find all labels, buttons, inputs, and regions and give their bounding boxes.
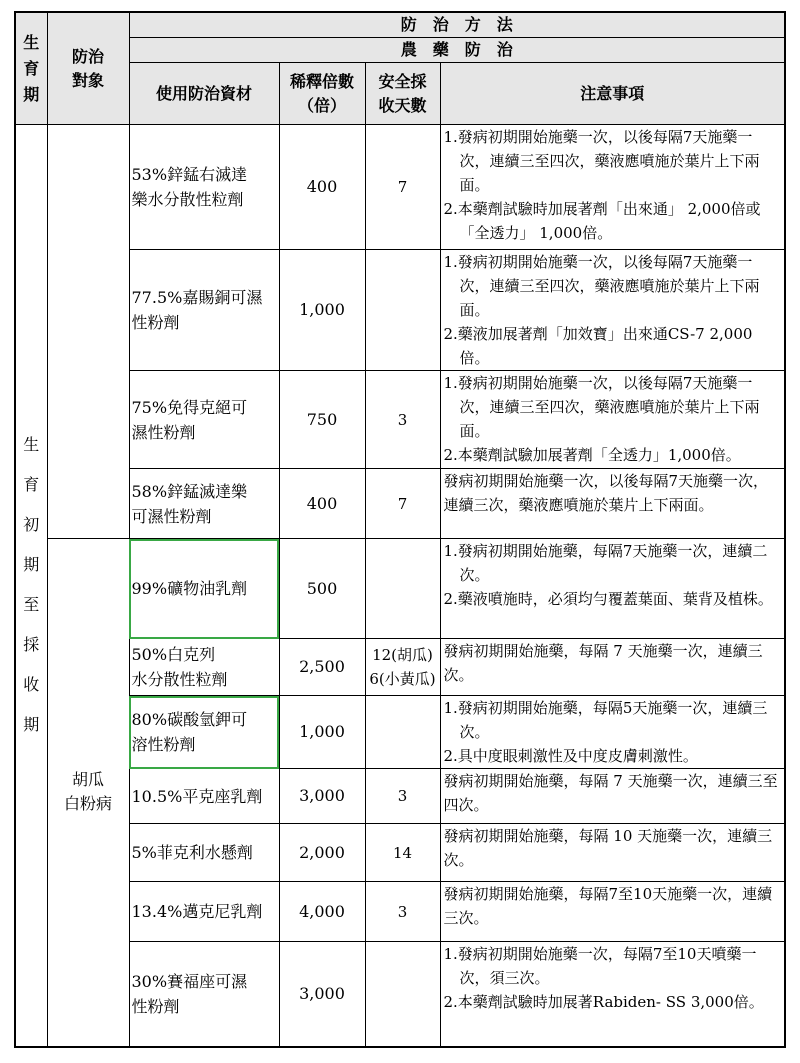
table-row xyxy=(15,639,785,696)
table-row xyxy=(15,882,785,942)
note-item: 發病初期開始施藥，每隔7至10天施藥一次，連續三次。 xyxy=(443,885,773,927)
note-item: 1.發病初期開始施藥一次，每隔7至10天噴藥一次，須三次。 xyxy=(443,945,757,987)
safe-days-cell xyxy=(365,942,440,1047)
note-item: 發病初期開始施藥，每隔 7 天施藥一次，連續三至四次。 xyxy=(443,772,778,814)
note-item: 1.發病初期開始施藥一次，以後每隔7天施藥一次，連續三至四次，藥液應噴施於葉片上下兩面。 xyxy=(443,253,760,319)
material-cell: 58%鋅錳滅達樂 可濕性粉劑 xyxy=(129,469,279,539)
table-row xyxy=(15,371,785,469)
note-item: 1.發病初期開始施藥一次，以後每隔7天施藥一次，連續三至四次，藥液應噴施於葉片上下兩面。 xyxy=(443,374,760,440)
dilution-cell: 4,000 xyxy=(279,882,365,942)
header-target: 防治 對象 xyxy=(47,12,129,125)
safe-days-cell: 3 xyxy=(365,769,440,824)
pesticide-table xyxy=(14,11,786,1048)
material-cell: 80%碳酸氫鉀可 溶性粉劑 xyxy=(129,696,279,769)
table-row xyxy=(15,696,785,769)
notes-cell xyxy=(440,250,785,371)
material-cell: 30%賽福座可濕 性粉劑 xyxy=(129,942,279,1047)
header-material: 使用防治資材 xyxy=(129,63,279,125)
note-item: 發病初期開始施藥一次，以後每隔7天施藥一次，連續三次，藥液應噴施於葉片上下兩面。 xyxy=(443,472,769,514)
table-row xyxy=(15,539,785,639)
safe-days-cell: 3 xyxy=(365,882,440,942)
safe-days-cell: 12(胡瓜) 6(小黃瓜) xyxy=(365,639,440,696)
dilution-cell: 750 xyxy=(279,371,365,469)
material-cell: 77.5%嘉賜銅可濕 性粉劑 xyxy=(129,250,279,371)
note-item: 發病初期開始施藥，每隔 7 天施藥一次，連續三次。 xyxy=(443,642,763,684)
disease-cell: 胡瓜 白粉病 xyxy=(47,539,129,1047)
note-item: 2.本藥劑試驗時加展著劑「出來通」 2,000倍或「全透力」 1,000倍。 xyxy=(443,200,761,242)
notes-cell xyxy=(440,639,785,696)
material-cell: 75%免得克絕可 濕性粉劑 xyxy=(129,371,279,469)
notes-cell xyxy=(440,942,785,1047)
dilution-cell: 1,000 xyxy=(279,696,365,769)
safe-days-cell: 14 xyxy=(365,824,440,882)
dilution-cell: 2,500 xyxy=(279,639,365,696)
material-cell: 50%白克列 水分散性粒劑 xyxy=(129,639,279,696)
notes-cell xyxy=(440,696,785,769)
dilution-cell: 500 xyxy=(279,539,365,639)
material-cell: 5%菲克利水懸劑 xyxy=(129,824,279,882)
note-item: 發病初期開始施藥，每隔 10 天施藥一次，連續三次。 xyxy=(443,827,773,869)
dilution-cell: 1,000 xyxy=(279,250,365,371)
material-cell: 99%礦物油乳劑 xyxy=(129,539,279,639)
dilution-cell: 400 xyxy=(279,125,365,250)
pesticide-table-container xyxy=(14,11,786,1048)
safe-days-cell xyxy=(365,250,440,371)
note-item: 1.發病初期開始施藥，每隔7天施藥一次，連續二次。 xyxy=(443,542,768,584)
material-cell: 10.5%平克座乳劑 xyxy=(129,769,279,824)
note-item: 2.本藥劑試驗時加展著Rabiden- SS 3,000倍。 xyxy=(443,993,764,1011)
notes-cell xyxy=(440,125,785,250)
material-cell: 53%鋅錳右滅達 樂水分散性粒劑 xyxy=(129,125,279,250)
note-item: 2.藥液噴施時，必須均勻覆蓋葉面、葉背及植株。 xyxy=(443,590,773,608)
table-row xyxy=(15,769,785,824)
safe-days-cell: 7 xyxy=(365,469,440,539)
dilution-cell: 400 xyxy=(279,469,365,539)
material-cell: 13.4%邁克尼乳劑 xyxy=(129,882,279,942)
dilution-cell: 3,000 xyxy=(279,769,365,824)
note-item: 2.本藥劑試驗加展著劑「全透力」1,000倍。 xyxy=(443,446,741,464)
table-row xyxy=(15,469,785,539)
table-row xyxy=(15,824,785,882)
dilution-cell: 3,000 xyxy=(279,942,365,1047)
header-dilution: 稀釋倍數 （倍） xyxy=(279,63,365,125)
header-methods: 防 治 方 法 xyxy=(129,12,785,38)
notes-cell xyxy=(440,769,785,824)
table-row xyxy=(15,125,785,250)
notes-cell xyxy=(440,539,785,639)
disease-cell-blank xyxy=(47,125,129,539)
table-row xyxy=(15,942,785,1047)
header-safe-days: 安全採 收天數 xyxy=(365,63,440,125)
note-item: 2.藥液加展著劑「加效寶」出來通CS-7 2,000倍。 xyxy=(443,325,753,367)
notes-cell xyxy=(440,824,785,882)
note-item: 1.發病初期開始施藥，每隔5天施藥一次，連續三次。 xyxy=(443,699,768,741)
safe-days-cell xyxy=(365,539,440,639)
stage-cell: 生 育 初 期 至 採 收 期 xyxy=(15,125,47,1047)
note-item: 1.發病初期開始施藥一次，以後每隔7天施藥一次，連續三至四次，藥液應噴施於葉片上下兩面。 xyxy=(443,128,760,194)
dilution-cell: 2,000 xyxy=(279,824,365,882)
safe-days-cell: 3 xyxy=(365,371,440,469)
notes-cell xyxy=(440,469,785,539)
header-pesticide: 農 藥 防 治 xyxy=(129,38,785,63)
table-row xyxy=(15,250,785,371)
header-stage: 生 育 期 xyxy=(15,12,47,125)
note-item: 2.具中度眼刺激性及中度皮膚刺激性。 xyxy=(443,747,698,765)
safe-days-cell: 7 xyxy=(365,125,440,250)
header-notes: 注意事項 xyxy=(440,63,785,125)
safe-days-cell xyxy=(365,696,440,769)
notes-cell xyxy=(440,882,785,942)
notes-cell xyxy=(440,371,785,469)
